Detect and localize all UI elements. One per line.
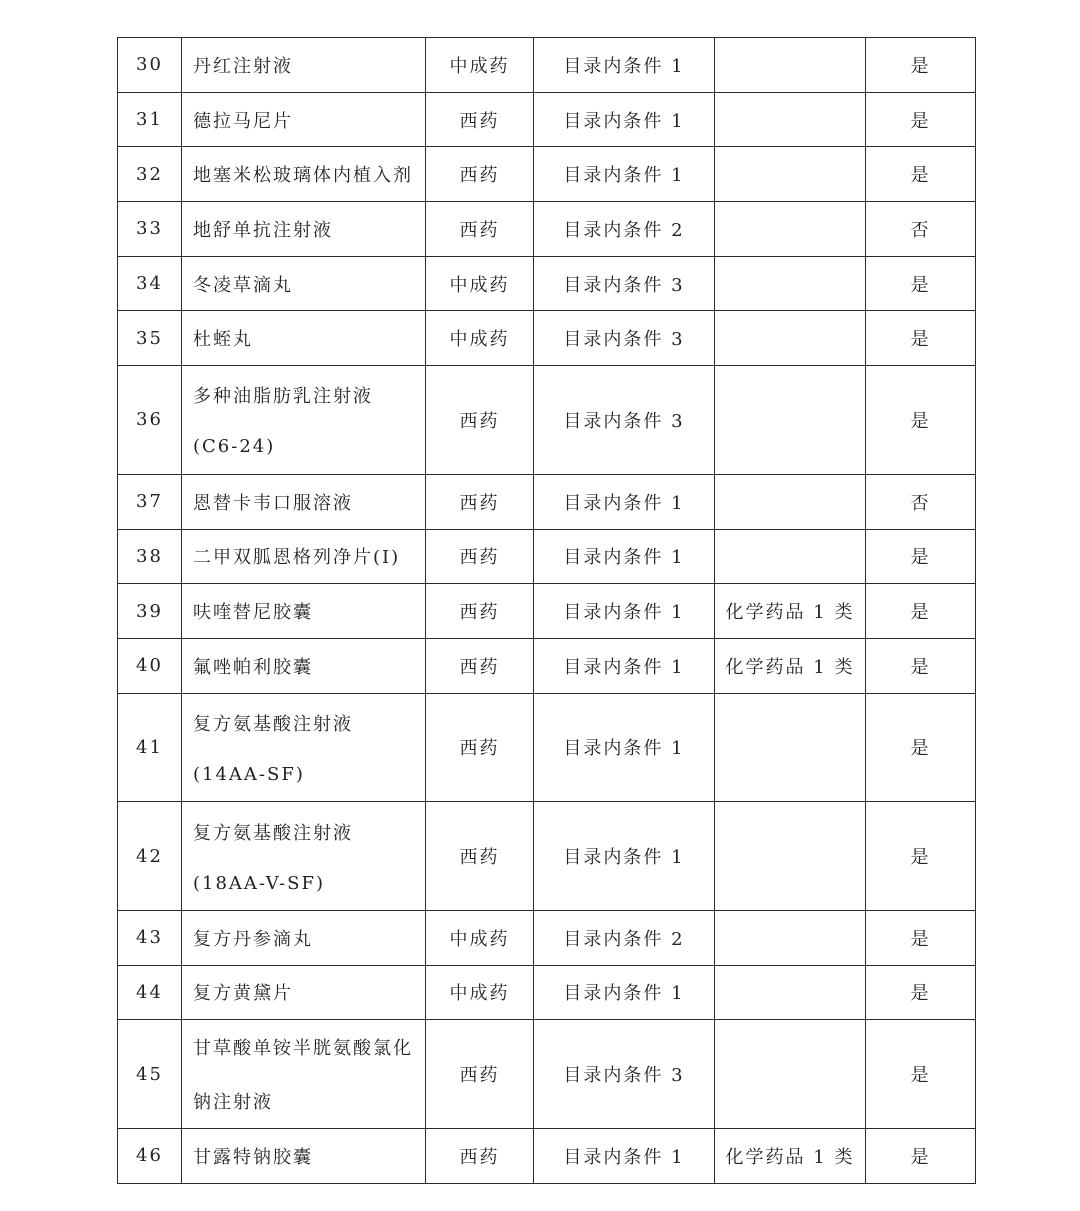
- drug-name-line: 丹红注射液: [193, 55, 293, 77]
- drug-name-line: 复方氨基酸注射液: [193, 713, 353, 735]
- condition-cell: 目录内条件 1: [534, 965, 715, 1020]
- drug-name-line: 甘露特钠胶囊: [193, 1146, 313, 1168]
- row-number-cell: 35: [118, 311, 182, 366]
- drug-type-cell: 西药: [426, 529, 534, 584]
- drug-name-cell: [182, 802, 426, 911]
- drug-type-cell: 西药: [426, 147, 534, 202]
- row-number-cell: 41: [118, 693, 182, 802]
- category-cell: 化学药品 1 类: [715, 1129, 866, 1184]
- table-row: [118, 1020, 976, 1129]
- condition-cell: 目录内条件 1: [534, 1129, 715, 1184]
- condition-cell: 目录内条件 2: [534, 202, 715, 257]
- category-cell: [715, 529, 866, 584]
- flag-cell: 是: [866, 256, 976, 311]
- condition-cell: 目录内条件 1: [534, 38, 715, 93]
- flag-cell: 否: [866, 202, 976, 257]
- drug-type-cell: 西药: [426, 202, 534, 257]
- category-cell: 化学药品 1 类: [715, 584, 866, 639]
- drug-name-line: (18AA-V-SF): [193, 872, 325, 894]
- flag-cell: 是: [866, 147, 976, 202]
- drug-name-line: 复方黄黛片: [193, 983, 293, 1005]
- flag-cell: 是: [866, 802, 976, 911]
- category-cell: [715, 256, 866, 311]
- drug-name-cell: [182, 910, 426, 965]
- drug-name-cell: [182, 38, 426, 93]
- category-cell: [715, 366, 866, 475]
- condition-cell: 目录内条件 1: [534, 529, 715, 584]
- drug-name-line: 恩替卡韦口服溶液: [193, 492, 353, 514]
- condition-cell: 目录内条件 1: [534, 92, 715, 147]
- flag-cell: 是: [866, 638, 976, 693]
- category-cell: [715, 910, 866, 965]
- drug-type-cell: 西药: [426, 802, 534, 911]
- drug-name-cell: [182, 584, 426, 639]
- flag-cell: 是: [866, 1129, 976, 1184]
- drug-type-cell: 中成药: [426, 38, 534, 93]
- drug-name-line: 地舒单抗注射液: [193, 219, 333, 241]
- table-row: [118, 1129, 976, 1184]
- category-cell: [715, 38, 866, 93]
- row-number-cell: 40: [118, 638, 182, 693]
- drug-name-line: 氟唑帕利胶囊: [193, 656, 313, 678]
- condition-cell: 目录内条件 1: [534, 638, 715, 693]
- table-row: [118, 92, 976, 147]
- flag-cell: 是: [866, 1020, 976, 1129]
- row-number-cell: 42: [118, 802, 182, 911]
- drug-name-cell: [182, 638, 426, 693]
- drug-name-cell: [182, 474, 426, 529]
- table-body: [118, 38, 976, 1184]
- row-number-cell: 43: [118, 910, 182, 965]
- category-cell: [715, 693, 866, 802]
- flag-cell: 是: [866, 311, 976, 366]
- drug-name-line: 德拉马尼片: [193, 110, 293, 132]
- category-cell: [715, 202, 866, 257]
- drug-type-cell: 西药: [426, 1129, 534, 1184]
- drug-name-line: 二甲双胍恩格列净片(Ⅰ): [193, 547, 401, 569]
- condition-cell: 目录内条件 3: [534, 1020, 715, 1129]
- drug-name-line: 复方氨基酸注射液: [193, 822, 353, 844]
- row-number-cell: 34: [118, 256, 182, 311]
- table-row: [118, 147, 976, 202]
- drug-list-table: [117, 37, 976, 1184]
- drug-name-cell: [182, 1020, 426, 1129]
- flag-cell: 是: [866, 584, 976, 639]
- drug-name-line: 杜蛭丸: [193, 329, 253, 351]
- row-number-cell: 30: [118, 38, 182, 93]
- table-row: [118, 311, 976, 366]
- category-cell: [715, 474, 866, 529]
- flag-cell: 否: [866, 474, 976, 529]
- condition-cell: 目录内条件 3: [534, 311, 715, 366]
- drug-name-line: 复方丹参滴丸: [193, 928, 313, 950]
- drug-name-cell: [182, 256, 426, 311]
- condition-cell: 目录内条件 1: [534, 147, 715, 202]
- flag-cell: 是: [866, 92, 976, 147]
- drug-type-cell: 中成药: [426, 256, 534, 311]
- condition-cell: 目录内条件 1: [534, 474, 715, 529]
- table-row: [118, 529, 976, 584]
- drug-type-cell: 中成药: [426, 311, 534, 366]
- flag-cell: 是: [866, 366, 976, 475]
- table-row: [118, 638, 976, 693]
- table-row: [118, 584, 976, 639]
- drug-name-cell: [182, 965, 426, 1020]
- flag-cell: 是: [866, 910, 976, 965]
- drug-type-cell: 西药: [426, 92, 534, 147]
- drug-name-cell: [182, 202, 426, 257]
- condition-cell: 目录内条件 3: [534, 256, 715, 311]
- drug-type-cell: 西药: [426, 638, 534, 693]
- drug-name-cell: [182, 529, 426, 584]
- drug-name-line: 冬凌草滴丸: [193, 274, 293, 296]
- category-cell: [715, 311, 866, 366]
- drug-type-cell: 西药: [426, 584, 534, 639]
- drug-type-cell: 西药: [426, 474, 534, 529]
- drug-name-line: (14AA-SF): [193, 763, 305, 785]
- condition-cell: 目录内条件 3: [534, 366, 715, 475]
- condition-cell: 目录内条件 2: [534, 910, 715, 965]
- row-number-cell: 44: [118, 965, 182, 1020]
- table-row: [118, 910, 976, 965]
- flag-cell: 是: [866, 693, 976, 802]
- table-row: [118, 366, 976, 475]
- drug-name-line: 地塞米松玻璃体内植入剂: [193, 165, 413, 187]
- flag-cell: 是: [866, 965, 976, 1020]
- drug-name-line: (C6-24): [193, 436, 276, 458]
- drug-type-cell: 中成药: [426, 910, 534, 965]
- drug-name-line: 钠注射液: [193, 1092, 273, 1114]
- category-cell: [715, 802, 866, 911]
- table-row: [118, 693, 976, 802]
- row-number-cell: 37: [118, 474, 182, 529]
- category-cell: [715, 1020, 866, 1129]
- row-number-cell: 46: [118, 1129, 182, 1184]
- drug-type-cell: 西药: [426, 366, 534, 475]
- category-cell: [715, 92, 866, 147]
- condition-cell: 目录内条件 1: [534, 584, 715, 639]
- drug-name-line: 甘草酸单铵半胱氨酸氯化: [193, 1038, 413, 1060]
- table-row: [118, 474, 976, 529]
- drug-name-cell: [182, 147, 426, 202]
- drug-name-cell: [182, 92, 426, 147]
- drug-name-line: 呋喹替尼胶囊: [193, 602, 313, 624]
- drug-name-cell: [182, 1129, 426, 1184]
- drug-name-cell: [182, 693, 426, 802]
- row-number-cell: 31: [118, 92, 182, 147]
- table-row: [118, 202, 976, 257]
- row-number-cell: 33: [118, 202, 182, 257]
- row-number-cell: 39: [118, 584, 182, 639]
- drug-name-cell: [182, 366, 426, 475]
- category-cell: [715, 965, 866, 1020]
- table-row: [118, 965, 976, 1020]
- table-row: [118, 38, 976, 93]
- row-number-cell: 36: [118, 366, 182, 475]
- row-number-cell: 38: [118, 529, 182, 584]
- row-number-cell: 32: [118, 147, 182, 202]
- table-row: [118, 802, 976, 911]
- row-number-cell: 45: [118, 1020, 182, 1129]
- category-cell: [715, 147, 866, 202]
- condition-cell: 目录内条件 1: [534, 802, 715, 911]
- flag-cell: 是: [866, 529, 976, 584]
- drug-name-line: 多种油脂肪乳注射液: [193, 386, 373, 408]
- drug-type-cell: 中成药: [426, 965, 534, 1020]
- category-cell: 化学药品 1 类: [715, 638, 866, 693]
- condition-cell: 目录内条件 1: [534, 693, 715, 802]
- flag-cell: 是: [866, 38, 976, 93]
- drug-type-cell: 西药: [426, 693, 534, 802]
- drug-type-cell: 西药: [426, 1020, 534, 1129]
- table-row: [118, 256, 976, 311]
- drug-name-cell: [182, 311, 426, 366]
